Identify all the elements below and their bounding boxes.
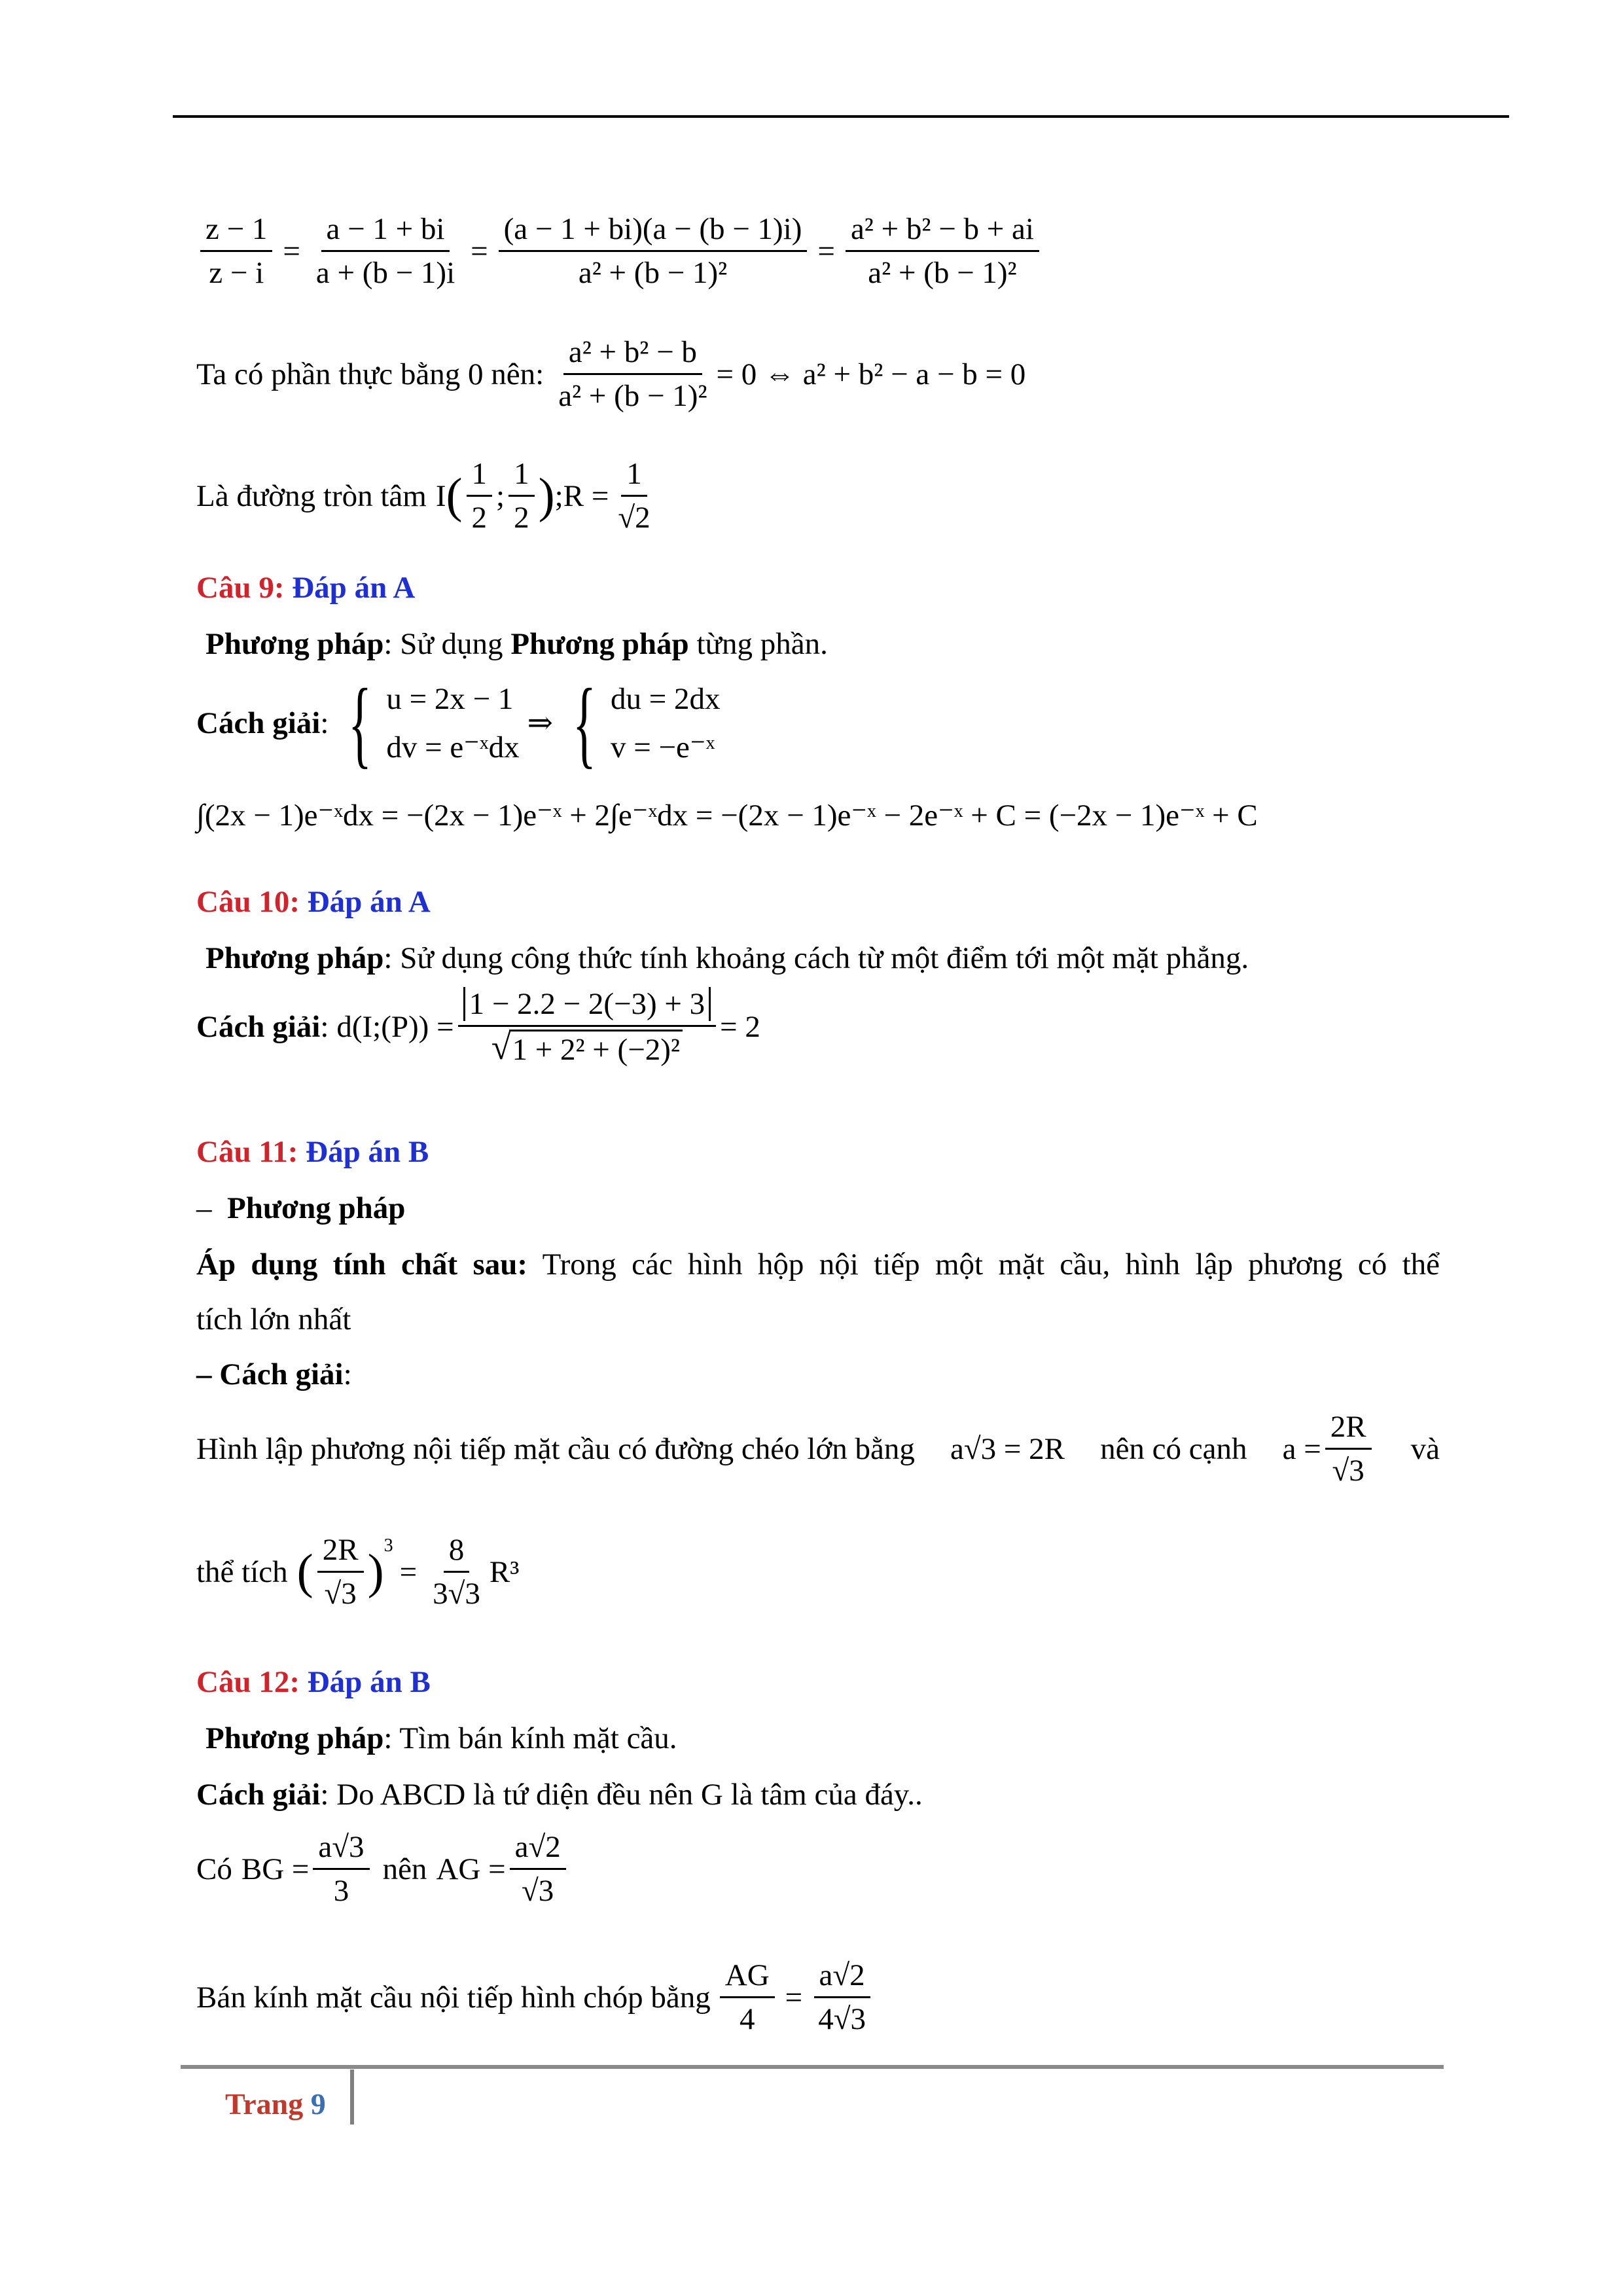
denominator: 4 [739, 2002, 755, 2037]
q10-solution: Cách giải : d(I;(P)) = 1 − 2.2 − 2(−3) + 3 √ 1 + 2² + (−2)² = 2 [196, 986, 760, 1069]
denominator: 3√3 [433, 1577, 480, 1611]
q12-bg-ag-line [196, 1829, 570, 1910]
equation: dv = e⁻ˣdx [386, 730, 520, 764]
text: : Do ABCD là tứ diện đều nên G là tâm của đáy.. [320, 1778, 923, 1812]
q11-diagonal-line [196, 1408, 1440, 1490]
equals-sign: = [471, 234, 488, 268]
q12-radius-line [196, 1957, 875, 2038]
paren-left: ( [446, 469, 463, 524]
method-label: Phương pháp [205, 941, 384, 975]
fraction [508, 456, 535, 537]
system-1: { u = 2x − 1 dv = e⁻ˣdx [348, 669, 520, 778]
equation-lhs: a = [1282, 1431, 1321, 1466]
equals-sign: = [817, 234, 835, 268]
fraction [720, 1957, 775, 2038]
denominator: √3 [1332, 1454, 1364, 1488]
eq-complex-fraction [196, 211, 1043, 292]
fraction [311, 211, 460, 292]
method-name: Phương pháp [510, 627, 689, 661]
page-number: 9 [310, 2087, 326, 2121]
q10-method [205, 940, 1249, 977]
numerator: (a − 1 + bi)(a − (b − 1)i) [499, 211, 808, 252]
text: : Tìm bán kính mặt cầu. [383, 1721, 677, 1755]
solution-label: Cách giải [196, 1010, 321, 1045]
property-text: Trong các hình hộp nội tiếp một mặt cầu, hình lập phương có thể [527, 1247, 1440, 1282]
denominator: 3 [333, 1874, 349, 1909]
radius-label: ;R = [554, 478, 609, 513]
text: Hình lập phương nội tiếp mặt cầu có đường chéo lớn bằng [196, 1431, 915, 1466]
text: : Sử dụng [383, 627, 511, 661]
numerator: z − 1 [200, 211, 272, 252]
radicand: 1 + 2² + (−2)² [509, 1030, 683, 1068]
denominator: a² + (b − 1)² [558, 379, 707, 414]
equation-lhs: d(I;(P)) = [336, 1010, 454, 1045]
q9-integral [196, 797, 1258, 834]
equation: du = 2dx [611, 681, 721, 716]
center-label: I [435, 478, 446, 513]
fraction [467, 456, 493, 537]
numerator: a√2 [814, 1957, 870, 1998]
absolute-value: 1 − 2.2 − 2(−3) + 3 [463, 987, 711, 1021]
numerator: 1 [467, 456, 493, 497]
property-label: Áp dụng tính chất sau: [196, 1247, 528, 1282]
numerator: 2R [1325, 1408, 1372, 1450]
fraction [510, 1829, 566, 1910]
equation-rhs: = 0 ⇔ a² + b² − a − b = 0 [716, 357, 1026, 391]
q11-property-cont [196, 1301, 351, 1338]
q11-volume-line: thể tích ( $\frac{2R}{√3}$ ) $^3$ = $\frac{8}{3√3}$ R³ [196, 1532, 519, 1613]
fraction [200, 211, 272, 292]
q11-solution-label: – Cách giải: [196, 1357, 352, 1391]
text: từng phần. [688, 627, 828, 661]
denominator: 4√3 [818, 2002, 866, 2037]
numerator: 1 [508, 456, 535, 497]
text: Có [196, 1852, 232, 1886]
text: Bán kính mặt cầu nội tiếp hình chóp bằng [196, 1980, 711, 2015]
q11-property [196, 1246, 1440, 1283]
fraction [317, 1532, 364, 1613]
denominator: √ 1 + 2² + (−2)² [486, 1027, 688, 1068]
denominator: 2 [471, 501, 488, 535]
denominator: a² + (b − 1)² [578, 256, 728, 291]
solution-label: Cách giải [196, 1778, 321, 1812]
numerator [458, 986, 717, 1027]
equation-lhs: AG = [436, 1852, 506, 1886]
dash: – [196, 1191, 212, 1225]
answer-label: Đáp án B [307, 1665, 431, 1699]
paren-right: ) [367, 1545, 384, 1600]
radius-cubed: R³ [489, 1554, 520, 1589]
answer-label: Đáp án A [292, 571, 416, 605]
fraction [499, 211, 808, 292]
q9-heading [196, 569, 415, 606]
question-number: Câu 9: [196, 571, 285, 605]
method-label: Phương pháp [205, 1721, 384, 1755]
equation: v = −e⁻ˣ [611, 730, 715, 764]
page-footer [225, 2087, 326, 2121]
question-number: Câu 11: [196, 1135, 298, 1169]
fraction [613, 456, 655, 537]
q11-method [196, 1190, 405, 1227]
page-label: Trang [225, 2087, 304, 2121]
equals-sign: = [283, 234, 300, 268]
numerator: a² + b² − b [563, 334, 702, 375]
q12-heading [196, 1664, 431, 1700]
question-number: Câu 10: [196, 885, 300, 919]
real-part-line [196, 334, 1026, 415]
q12-solution [196, 1776, 923, 1813]
property-text: tích lớn nhất [196, 1302, 351, 1336]
method-label: Phương pháp [205, 627, 384, 661]
text: : Sử dụng công thức tính khoảng cách từ một điểm tới một mặt phẳng. [383, 941, 1249, 975]
equation-rhs: = 2 [720, 1010, 760, 1045]
footer-divider [350, 2070, 354, 2125]
method-label: Phương pháp [227, 1191, 406, 1225]
q9-solution: Cách giải : { u = 2x − 1 dv = e⁻ˣdx ⇒ { du = 2dx v = −e⁻ˣ [196, 669, 721, 778]
denominator: z − i [209, 256, 264, 291]
numerator: AG [720, 1957, 775, 1998]
numerator: 2R [317, 1532, 364, 1573]
solution-label: – Cách giải [196, 1357, 344, 1391]
numerator: a√3 [313, 1829, 369, 1870]
text: nên [382, 1852, 427, 1886]
denominator: a² + (b − 1)² [868, 256, 1017, 291]
answer-label: Đáp án B [306, 1135, 429, 1169]
circle-line [196, 456, 660, 537]
fraction [553, 334, 712, 415]
numerator: 8 [444, 1532, 470, 1573]
fraction [458, 986, 717, 1069]
denominator: √2 [618, 501, 651, 535]
denominator: a + (b − 1)i [315, 256, 455, 291]
fraction [313, 1829, 369, 1910]
fraction [427, 1532, 486, 1613]
equals-sign: = [785, 1980, 803, 2015]
top-rule [173, 115, 1509, 118]
integral-equation: ∫(2x − 1)e⁻ˣdx = −(2x − 1)e⁻ˣ + 2∫e⁻ˣdx = −(2x − 1)e⁻ˣ − 2e⁻ˣ + C = (−2x − 1)e⁻ˣ + C [196, 798, 1258, 833]
denominator: 2 [514, 501, 529, 535]
text: Ta có phần thực bằng 0 nên: [196, 357, 544, 391]
q12-method [205, 1720, 677, 1757]
denominator: √3 [324, 1577, 357, 1611]
fraction [1325, 1408, 1372, 1490]
text: và [1410, 1431, 1440, 1466]
equation: a√3 = 2R [950, 1431, 1065, 1466]
equation: u = 2x − 1 [386, 681, 514, 716]
fraction [813, 1957, 871, 2038]
question-number: Câu 12: [196, 1665, 300, 1699]
equation-lhs: BG = [241, 1852, 310, 1886]
numerator: a√2 [510, 1829, 566, 1870]
fraction [846, 211, 1039, 292]
numerator: a − 1 + bi [321, 211, 450, 252]
solution-label: Cách giải [196, 706, 321, 740]
paren-left: ( [296, 1545, 313, 1600]
numerator: a² + b² − b + ai [846, 211, 1039, 252]
implies-arrow: ⇒ [527, 706, 554, 740]
q10-heading [196, 884, 431, 920]
paren-right: ) [538, 469, 555, 524]
separator: ; [496, 478, 505, 513]
q11-heading [196, 1134, 429, 1170]
text: thể tích [196, 1554, 288, 1589]
q9-method [205, 626, 828, 662]
answer-label: Đáp án A [307, 885, 431, 919]
system-2: { du = 2dx v = −e⁻ˣ [573, 669, 721, 778]
footer-rule [181, 2065, 1444, 2069]
text: nên có cạnh [1100, 1431, 1247, 1466]
denominator: √3 [522, 1874, 554, 1909]
text: Là đường tròn tâm [196, 478, 427, 513]
numerator: 1 [621, 456, 647, 497]
equals-sign: = [399, 1554, 418, 1589]
